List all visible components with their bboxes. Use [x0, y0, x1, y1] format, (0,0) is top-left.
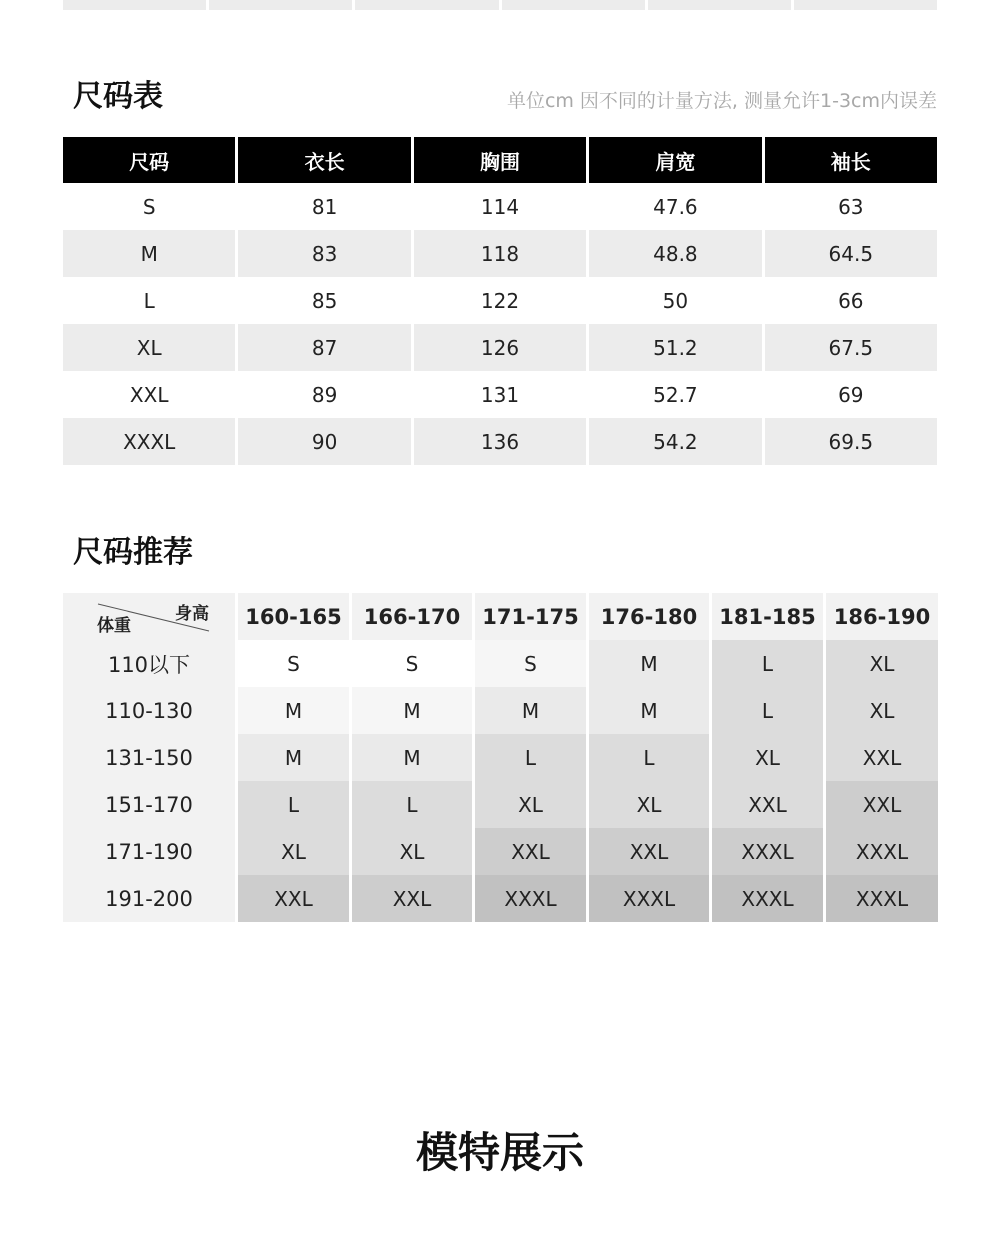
recommended-size-cell: XXXL: [589, 875, 709, 922]
size-chart-cell: 69: [765, 371, 937, 418]
weight-range-label: 191-200: [63, 875, 235, 922]
size-chart-cell: 47.6: [589, 183, 761, 230]
weight-range-label: 110-130: [63, 687, 235, 734]
size-chart-cell: 83: [238, 230, 410, 277]
height-range-header: 160-165: [238, 593, 349, 640]
recommended-size-cell: XXXL: [712, 828, 823, 875]
size-chart-header-cell: 尺码: [63, 137, 235, 183]
recommended-size-cell: XL: [712, 734, 823, 781]
size-chart-cell: 51.2: [589, 324, 761, 371]
height-range-header: 166-170: [352, 593, 472, 640]
weight-range-label: 151-170: [63, 781, 235, 828]
model-showcase-title: 模特展示: [415, 1128, 584, 1177]
recommended-size-cell: M: [238, 687, 349, 734]
size-chart-cell: 48.8: [589, 230, 761, 277]
measurement-note: 单位cm 因不同的计量方法, 测量允许1-3cm内误差: [506, 90, 937, 112]
recommended-size-cell: XXL: [475, 828, 586, 875]
size-chart-cell: 66: [765, 277, 937, 324]
strip-cell: [63, 0, 206, 10]
recommended-size-cell: XL: [826, 640, 938, 687]
size-chart-cell: XXXL: [63, 418, 235, 465]
recommended-size-cell: L: [238, 781, 349, 828]
recommended-size-cell: L: [352, 781, 472, 828]
size-chart-header-cell: 袖长: [765, 137, 937, 183]
size-chart-cell: XXL: [63, 371, 235, 418]
recommended-size-cell: XL: [352, 828, 472, 875]
size-chart-cell: 90: [238, 418, 410, 465]
weight-axis-label: 体重: [97, 616, 131, 636]
size-chart-cell: 52.7: [589, 371, 761, 418]
size-chart-header-cell: 胸围: [414, 137, 586, 183]
recommended-size-cell: L: [475, 734, 586, 781]
size-chart-cell: XL: [63, 324, 235, 371]
recommended-size-cell: S: [352, 640, 472, 687]
size-chart-cell: 69.5: [765, 418, 937, 465]
size-chart-cell: 136: [414, 418, 586, 465]
size-chart-cell: 63: [765, 183, 937, 230]
weight-range-label: 110以下: [63, 640, 235, 687]
recommended-size-cell: M: [238, 734, 349, 781]
recommended-size-cell: XXL: [238, 875, 349, 922]
size-chart-table: [63, 137, 937, 465]
recommended-size-cell: XXL: [826, 781, 938, 828]
height-range-header: 171-175: [475, 593, 586, 640]
recommended-size-cell: XL: [826, 687, 938, 734]
recommended-size-cell: M: [352, 734, 472, 781]
recommended-size-cell: S: [238, 640, 349, 687]
recommended-size-cell: XL: [475, 781, 586, 828]
recommended-size-cell: XXL: [352, 875, 472, 922]
recommended-size-cell: L: [589, 734, 709, 781]
recommended-size-cell: XL: [238, 828, 349, 875]
size-chart-cell: 67.5: [765, 324, 937, 371]
strip-cell: [355, 0, 498, 10]
size-chart-header-cell: 肩宽: [589, 137, 761, 183]
size-chart-title: 尺码表: [73, 79, 163, 114]
size-chart-cell: 131: [414, 371, 586, 418]
recommended-size-cell: XXXL: [826, 875, 938, 922]
recommended-size-cell: XXXL: [712, 875, 823, 922]
strip-cell: [794, 0, 937, 10]
recommended-size-cell: M: [589, 687, 709, 734]
size-chart-cell: L: [63, 277, 235, 324]
recommended-size-cell: XXL: [826, 734, 938, 781]
recommended-size-cell: XXXL: [826, 828, 938, 875]
recommended-size-cell: L: [712, 687, 823, 734]
recommended-size-cell: M: [352, 687, 472, 734]
weight-range-label: 171-190: [63, 828, 235, 875]
size-recommendation-title: 尺码推荐: [73, 535, 193, 570]
weight-range-label: 131-150: [63, 734, 235, 781]
size-chart-cell: 126: [414, 324, 586, 371]
size-chart-cell: 85: [238, 277, 410, 324]
recommended-size-cell: XL: [589, 781, 709, 828]
height-range-header: 176-180: [589, 593, 709, 640]
corner-diagonal-line: [63, 593, 235, 640]
size-chart-cell: 64.5: [765, 230, 937, 277]
size-chart-cell: 50: [589, 277, 761, 324]
size-chart-cell: 54.2: [589, 418, 761, 465]
strip-cell: [209, 0, 352, 10]
strip-cell: [648, 0, 791, 10]
height-range-header: 181-185: [712, 593, 823, 640]
size-recommendation-table: [63, 593, 938, 922]
height-range-header: 186-190: [826, 593, 938, 640]
height-weight-corner-cell: [63, 593, 235, 640]
recommended-size-cell: XXXL: [475, 875, 586, 922]
height-axis-label: 身高: [175, 604, 209, 624]
recommended-size-cell: M: [475, 687, 586, 734]
size-chart-cell: 89: [238, 371, 410, 418]
recommended-size-cell: XXL: [712, 781, 823, 828]
recommended-size-cell: XXL: [589, 828, 709, 875]
size-chart-cell: 122: [414, 277, 586, 324]
recommended-size-cell: M: [589, 640, 709, 687]
size-chart-cell: 87: [238, 324, 410, 371]
size-chart-cell: S: [63, 183, 235, 230]
size-chart-cell: M: [63, 230, 235, 277]
recommended-size-cell: S: [475, 640, 586, 687]
size-chart-cell: 118: [414, 230, 586, 277]
previous-table-bottom-strip: [63, 0, 937, 10]
recommended-size-cell: L: [712, 640, 823, 687]
size-chart-header-cell: 衣长: [238, 137, 410, 183]
size-chart-cell: 81: [238, 183, 410, 230]
size-chart-cell: 114: [414, 183, 586, 230]
strip-cell: [502, 0, 645, 10]
